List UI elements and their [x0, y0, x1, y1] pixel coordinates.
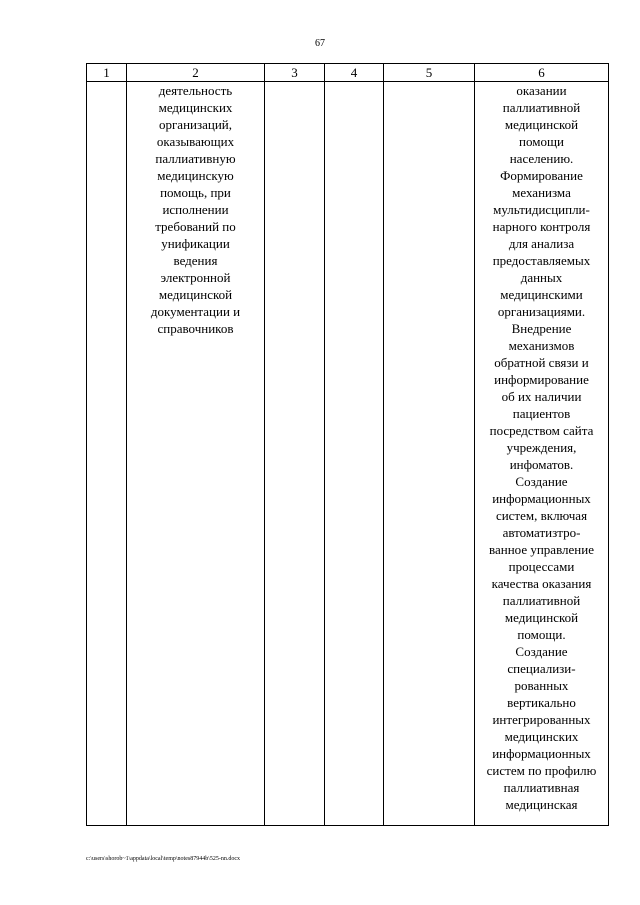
col6-line: Создание: [515, 644, 568, 659]
col6-line: предоставляемых: [492, 253, 591, 268]
col2-line: оказывающих: [156, 134, 235, 149]
column-header-6: 6: [475, 64, 609, 82]
col6-line: автоматизтро-: [502, 525, 581, 540]
table-row: [87, 82, 609, 826]
col6-line: посредством сайта: [489, 423, 594, 438]
col6-line: систем, включая: [495, 508, 588, 523]
col2-line: деятельность: [158, 83, 233, 98]
col6-line: информационных: [492, 746, 591, 761]
col6-line: медицинской: [504, 117, 579, 132]
col2-line: медицинских: [158, 100, 233, 115]
col2-line: организаций,: [158, 117, 233, 132]
col2-line: медицинскую: [157, 168, 234, 183]
col6-line: Формирование: [500, 168, 583, 183]
col6-line: инфоматов.: [509, 457, 574, 472]
col6-line: медицинской: [504, 610, 579, 625]
col6-line: вертикально: [507, 695, 576, 710]
col6-line: об их наличии: [501, 389, 582, 404]
col6-line: паллиативной: [502, 593, 581, 608]
cell-col-4: [325, 82, 384, 826]
col6-line: процессами: [508, 559, 575, 574]
col6-line: данных: [520, 270, 563, 285]
document-table: [86, 63, 609, 826]
footer-file-path: c:\users\shorob~1\appdata\local\temp\notes87944b\525-nn.docx: [86, 856, 241, 862]
col2-line: помощь, при: [160, 185, 231, 200]
col6-line: помощи: [519, 134, 564, 149]
col6-line: ванное управление: [489, 542, 594, 557]
col6-line: паллиативной: [502, 100, 581, 115]
col6-line: медицинских: [504, 729, 579, 744]
col6-line: информационных: [492, 491, 591, 506]
col6-line: пациентов: [512, 406, 571, 421]
col6-line: Внедрение: [511, 321, 572, 336]
col6-line: паллиативная: [503, 780, 580, 795]
col6-line: механизма: [512, 185, 571, 200]
col6-line: медицинскими: [500, 287, 583, 302]
col6-text: [475, 82, 608, 813]
col6-line: специализи-: [507, 661, 576, 676]
col2-text: [127, 82, 264, 337]
col2-line: исполнении: [162, 202, 229, 217]
col2-line: требований по: [155, 219, 236, 234]
col6-line: нарного контроля: [492, 219, 591, 234]
col6-line: рованных: [514, 678, 569, 693]
col2-line: электронной: [160, 270, 231, 285]
col6-line: медицинская: [505, 797, 578, 812]
col6-line: качества оказания: [491, 576, 592, 591]
cell-col-6: [475, 82, 609, 826]
col6-line: обратной связи и: [494, 355, 589, 370]
col2-line: унификации: [161, 236, 230, 251]
col2-line: ведения: [173, 253, 218, 268]
cell-col-3: [265, 82, 325, 826]
col6-line: учреждения,: [506, 440, 577, 455]
col6-line: организациями.: [497, 304, 586, 319]
col2-line: паллиативную: [155, 151, 236, 166]
column-header-3: 3: [265, 64, 325, 82]
col6-line: механизмов: [508, 338, 575, 353]
col6-line: помощи.: [517, 627, 566, 642]
column-header-5: 5: [384, 64, 475, 82]
cell-col-2: [127, 82, 265, 826]
col6-line: для анализа: [508, 236, 575, 251]
column-header-4: 4: [325, 64, 384, 82]
col6-line: населению.: [509, 151, 574, 166]
col2-line: справочников: [157, 321, 234, 336]
page-number: 67: [315, 38, 325, 49]
col6-line: оказании: [516, 83, 567, 98]
col2-line: документации и: [150, 304, 241, 319]
table-header-row: [87, 64, 609, 82]
col6-line: систем по профилю: [486, 763, 597, 778]
col6-line: Создание: [515, 474, 568, 489]
cell-col-5: [384, 82, 475, 826]
column-header-2: 2: [127, 64, 265, 82]
col6-line: интегрированных: [492, 712, 591, 727]
col2-line: медицинской: [158, 287, 233, 302]
column-header-1: 1: [87, 64, 127, 82]
col6-line: мультидисципли-: [493, 202, 590, 217]
col6-line: информирование: [494, 372, 589, 387]
cell-col-1: [87, 82, 127, 826]
